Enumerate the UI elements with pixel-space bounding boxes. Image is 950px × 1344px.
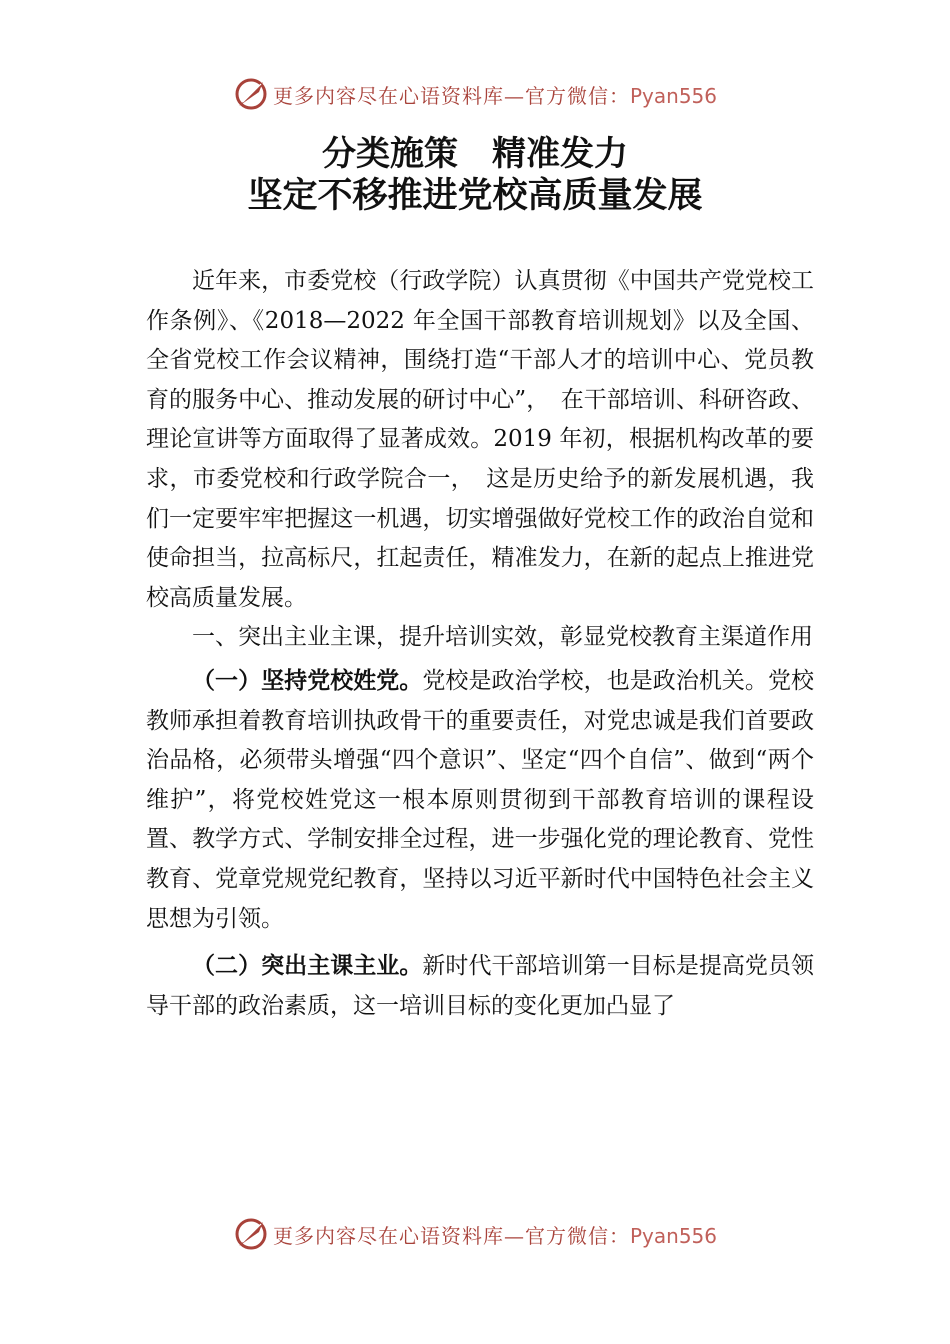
section-heading-1: 一、突出主业主课，提升培训实效，彰显党校教育主渠道作用 <box>192 624 813 651</box>
footer-banner-main-text: 更多内容尽在心语资料库 <box>272 1223 504 1248</box>
footer-banner-wechat-label: 官方微信： <box>524 1223 630 1248</box>
footer-banner-wechat-id: Pyan556 <box>629 1223 717 1248</box>
banner-main-text: 更多内容尽在心语资料库 <box>272 83 504 108</box>
document-title-line-2: 坚定不移推进党校高质量发展 <box>247 175 703 216</box>
footer-watermark-banner <box>0 1214 950 1254</box>
banner-text <box>273 80 717 109</box>
banner-wechat-label: 官方微信： <box>524 83 630 108</box>
item-heading-2: （二）突出主课主业。 <box>192 953 423 980</box>
document-body <box>146 262 814 1026</box>
footer-banner-text <box>273 1220 717 1249</box>
banner-separator: — <box>503 83 525 108</box>
item-text-2: 新时代干部培训第一目标是提高党员领导干部的政治素质，这一培训目标的变化更加凸显了 <box>146 953 815 1019</box>
quill-logo-icon <box>233 1216 269 1252</box>
document-title-line-1: 分类施策 精准发力 <box>322 134 628 174</box>
quill-logo-icon <box>233 76 269 112</box>
footer-banner-separator: — <box>503 1223 525 1248</box>
banner-wechat-id: Pyan556 <box>629 83 717 108</box>
item-heading-1: （一）坚持党校姓党。 <box>192 667 423 694</box>
item-paragraph-1 <box>146 662 814 939</box>
item-paragraph-2 <box>146 947 814 1026</box>
item-text-1: 党校是政治学校，也是政治机关。党校教师承担着教育培训执政骨干的重要责任，对党忠诚是我们首要政治品格，必须带头增强“四个意识”、坚定“四个自信”、做到“两个维护”，将党校姓党这一根本原则贯彻到干部教育培训的课程设置、教学方式、学制安排全过程，进一步强化党的理论教育、党性教育、党章党规党纪教育，坚持以习近平新时代中国特色社会主义思想为引领。 <box>146 667 815 932</box>
intro-paragraph: 近年来，市委党校（行政学院）认真贯彻《中国共产党党校工作条例》、《2018—2022 年全国干部教育培训规划》以及全国、全省党校工作会议精神，围绕打造“干部人才的培训中心、党员教育的服务中心、推动发展的研讨中心”， 在干部培训、科研咨政、理论宣讲等方面取得了显著成效。2019 年初，根据机构改革的要求，市委党校和行政学院合一， 这是历史给予的新发展机遇，我们一定要牢牢把握这一机遇，切实增强做好党校工作的政治自觉和使命担当，拉高标尺，扛起责任，精准发力，在新的起点上推进党校高质量发展。 <box>146 268 814 611</box>
header-watermark-banner <box>0 74 950 114</box>
